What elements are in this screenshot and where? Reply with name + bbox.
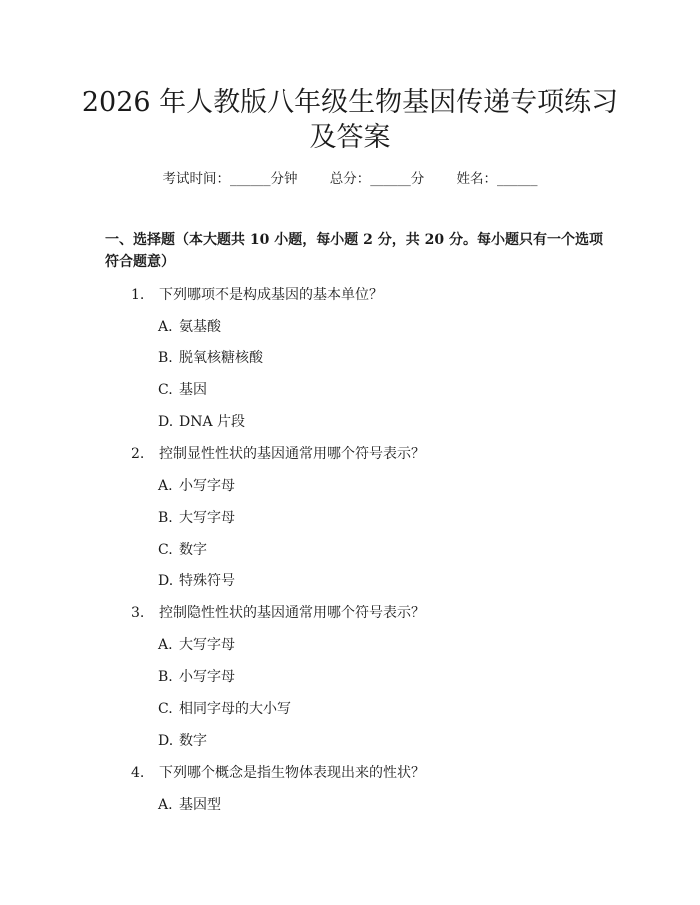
exam-meta: [0, 167, 700, 187]
option-1d: [158, 411, 245, 431]
question-number: 3.: [131, 605, 145, 621]
option-text: 氨基酸: [179, 319, 221, 335]
question-1: [131, 284, 383, 304]
option-label: C.: [158, 542, 173, 558]
question-text: 控制显性性状的基因通常用哪个符号表示？: [159, 446, 425, 462]
option-text: 相同字母的大小写: [179, 701, 291, 717]
option-text: 脱氧核糖核酸: [179, 350, 263, 366]
question-number: 4.: [131, 765, 145, 781]
question-number: 1.: [131, 287, 145, 303]
option-text: 基因: [179, 382, 207, 398]
option-3d: [158, 730, 207, 750]
question-4: [131, 762, 425, 782]
option-label: C.: [158, 701, 173, 717]
option-label: A.: [158, 797, 173, 813]
option-label: A.: [158, 478, 173, 494]
question-3: [131, 602, 425, 622]
option-3a: [158, 634, 235, 654]
option-text: DNA 片段: [179, 414, 246, 430]
option-label: B.: [158, 350, 173, 366]
option-label: C.: [158, 382, 173, 398]
option-text: 小写字母: [179, 669, 235, 685]
option-label: D.: [158, 414, 174, 430]
option-label: A.: [158, 319, 173, 335]
question-number: 2.: [131, 446, 145, 462]
total-score: 总分：______分: [329, 171, 425, 187]
option-2d: [158, 570, 235, 590]
page-title-line-1: 2026 年人教版八年级生物基因传递专项练习: [81, 87, 619, 118]
question-text: 下列哪项不是构成基因的基本单位？: [159, 287, 383, 303]
option-1c: [158, 379, 207, 399]
option-text: 小写字母: [179, 478, 235, 494]
option-4a: [158, 794, 221, 814]
option-label: D.: [158, 733, 174, 749]
option-2a: [158, 475, 235, 495]
option-text: 数字: [179, 733, 207, 749]
question-text: 下列哪个概念是指生物体表现出来的性状？: [159, 765, 425, 781]
option-text: 数字: [179, 542, 207, 558]
option-text: 基因型: [179, 797, 221, 813]
option-2c: [158, 539, 207, 559]
page-title-line-2: 及答案: [309, 122, 391, 153]
question-text: 控制隐性性状的基因通常用哪个符号表示？: [159, 605, 425, 621]
option-2b: [158, 507, 235, 527]
option-text: 特殊符号: [179, 573, 235, 589]
question-2: [131, 443, 425, 463]
option-text: 大写字母: [179, 510, 235, 526]
option-label: B.: [158, 669, 173, 685]
option-label: A.: [158, 637, 173, 653]
exam-time: 考试时间：______分钟: [162, 171, 298, 187]
option-3b: [158, 666, 235, 686]
option-1b: [158, 347, 263, 367]
option-1a: [158, 316, 221, 336]
option-label: B.: [158, 510, 173, 526]
student-name: 姓名：______: [456, 171, 538, 187]
section-heading: 一、选择题（本大题共 10 小题，每小题 2 分，共 20 分。每小题只有一个选项符合题意）: [105, 232, 603, 270]
option-text: 大写字母: [179, 637, 235, 653]
option-3c: [158, 698, 291, 718]
option-label: D.: [158, 573, 174, 589]
